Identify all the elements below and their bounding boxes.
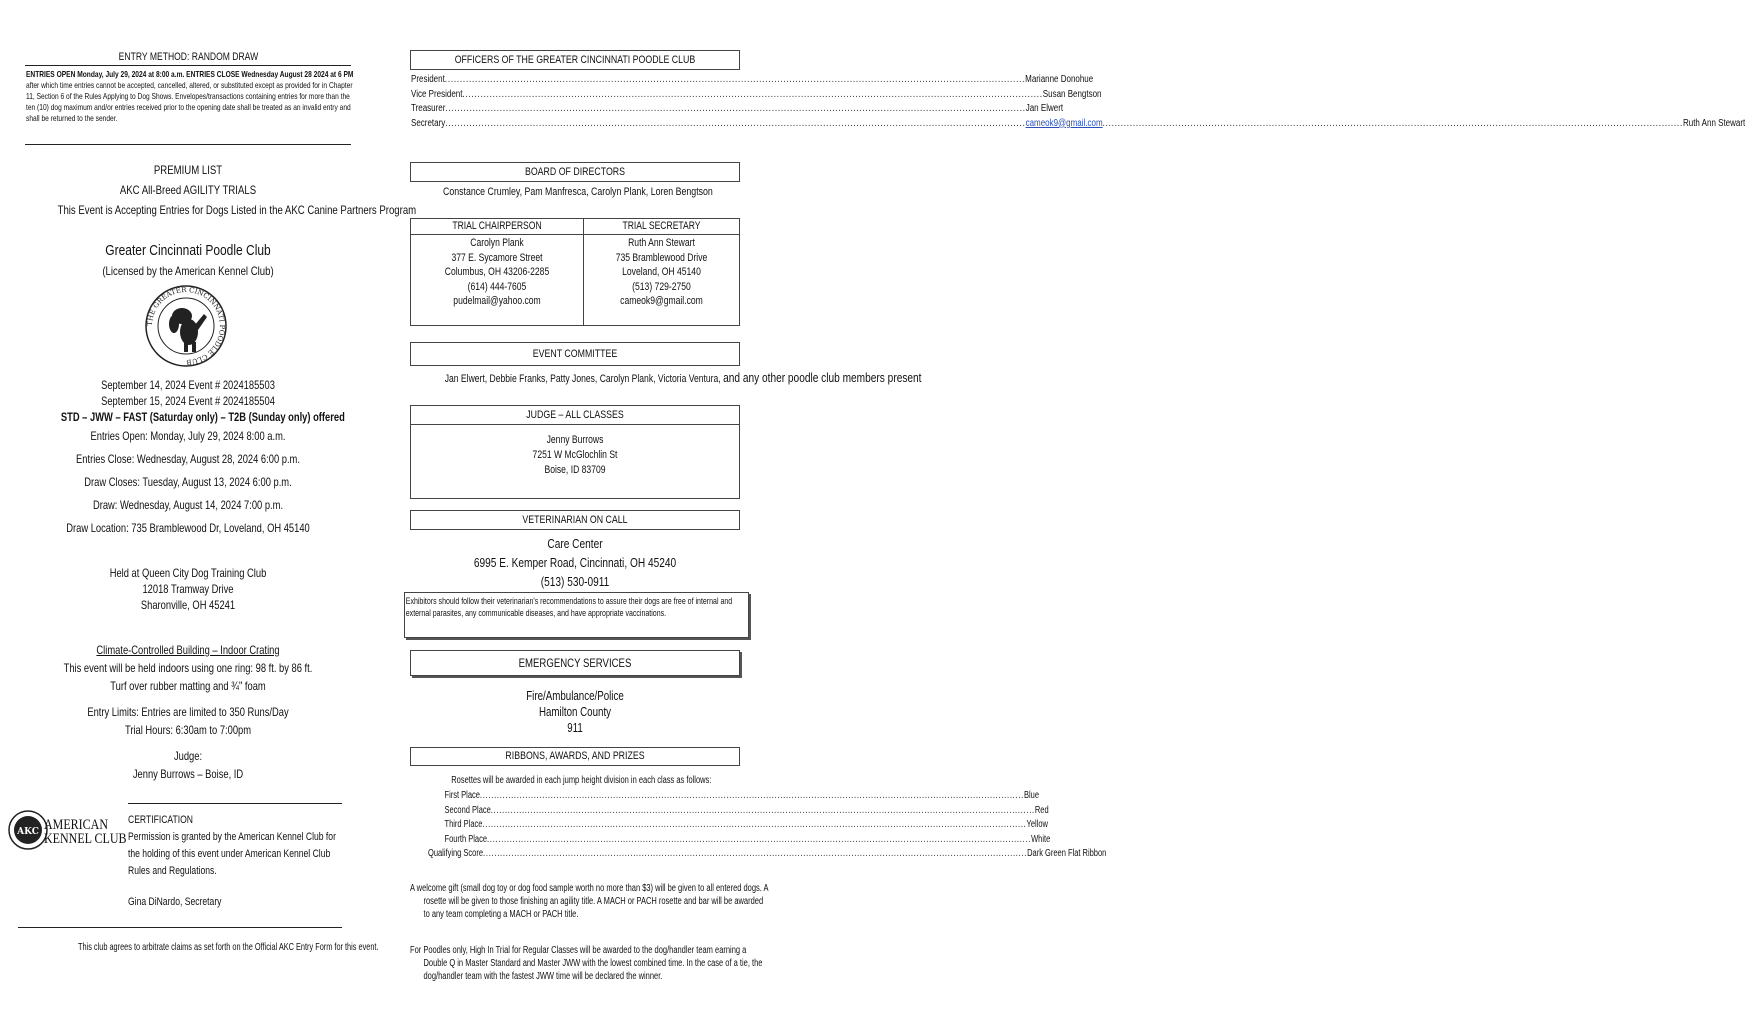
welcome-gift-text: A welcome gift (small dog toy or dog food sample worth no more than $3) will be given to all entered dogs. A rosette will be given to those finishing an agility title. A MACH or PACH rosette and bar will be awarded to any team completing a MACH or PACH title. [410, 883, 769, 920]
emergency-line-1: Hamilton County [538, 705, 612, 719]
secretary-email-link[interactable]: cameok9@gmail.com [1025, 117, 1103, 129]
entries-close: Entries Close: Wednesday, August 28, 2024 6:00 p.m. [76, 452, 300, 466]
chair-line-0: Carolyn Plank [470, 237, 524, 249]
akc-logo-line2: KENNEL CLUB [44, 831, 127, 847]
venue-address-1: 12018 Tramway Drive [142, 582, 234, 596]
trial-hours: Trial Hours: 6:30am to 7:00pm [124, 723, 252, 737]
entry-limits: Entry Limits: Entries are limited to 350 Runs/Day [87, 705, 289, 719]
draw-location: Draw Location: 735 Bramblewood Dr, Loveland, OH 45140 [66, 521, 310, 535]
officer-row-president: President ..... Marianne Donohue [411, 74, 711, 87]
place-row-fourth: Fourth Place ..... White [428, 834, 710, 847]
chair-email[interactable]: pudelmail@yahoo.com [453, 295, 541, 307]
judge-line-2: Boise, ID 83709 [544, 464, 606, 476]
arbitrate-block [78, 941, 438, 954]
chair-line-2: Columbus, OH 43206-2285 [444, 266, 550, 278]
judge-name: Jenny Burrows – Boise, ID [132, 767, 244, 781]
board-header: BOARD OF DIRECTORS [410, 162, 740, 182]
accepting-text: This Event is Accepting Entries for Dogs Listed in the AKC Canine Partners Program [57, 203, 417, 217]
classes-offered: STD – JWW – FAST (Saturday only) – T2B (Sunday only) offered [60, 410, 345, 424]
officer-row-secretary: Secretary ..... cameok9@gmail.com ..... Ruth Ann Stewart [411, 118, 711, 131]
trial-chair-header: TRIAL CHAIRPERSON [452, 220, 542, 232]
emergency-line-2: 911 [567, 721, 583, 735]
turf-text: Turf over rubber matting and ¾" foam [110, 679, 266, 693]
akc-logo [8, 806, 127, 868]
akc-logo-line1: AMERICAN [44, 817, 109, 833]
akc-mark-text: AKC [17, 827, 39, 837]
club-block [25, 242, 351, 278]
vet-line-1: 6995 E. Kemper Road, Cincinnati, OH 45240 [473, 555, 677, 570]
event-2: September 15, 2024 Event # 2024185504 [101, 394, 275, 408]
place-row-third: Third Place ..... Yellow [428, 819, 710, 832]
welcome-gift-block [410, 882, 769, 921]
cert-text: Permission is granted by the American Kennel Club for the holding of this event under American Kennel Club Rules and Regulations. [128, 831, 336, 877]
committee-tail: and any other poodle club members present [723, 370, 922, 385]
secretary-line-2: Loveland, OH 45140 [622, 266, 701, 278]
officers-header: OFFICERS OF THE GREATER CINCINNATI POODLE CLUB [410, 50, 740, 70]
akc-seal-icon [8, 810, 48, 850]
judge-label: Judge: [173, 749, 203, 763]
chair-line-3: (614) 444-7605 [467, 280, 527, 293]
chair-line-1: 377 E. Sycamore Street [451, 251, 543, 264]
secretary-line-3: (513) 729-2750 [632, 280, 691, 293]
seal-text: THE GREATER CINCINNATI POODLE CLUB [145, 285, 227, 367]
emergency-line-0: Fire/Ambulance/Police [526, 689, 624, 703]
licensed-text: (Licensed by the American Kennel Club) [102, 264, 274, 278]
club-name: Greater Cincinnati Poodle Club [105, 242, 271, 259]
cert-title: CERTIFICATION [128, 814, 193, 826]
entry-method-heading: ENTRY METHOD: RANDOM DRAW [118, 51, 258, 63]
trial-chair-column [411, 219, 583, 309]
vet-note-box [404, 592, 749, 638]
vet-info [410, 534, 740, 591]
cert-top-rule [128, 803, 342, 804]
ribbons-header: RIBBONS, AWARDS, AND PRIZES [410, 747, 740, 766]
judge-line-0: Jenny Burrows [546, 434, 604, 446]
secretary-email[interactable]: cameok9@gmail.com [620, 295, 703, 307]
secretary-line-1: 735 Bramblewood Drive [615, 251, 708, 264]
climate-heading: Climate-Controlled Building – Indoor Crating [96, 643, 280, 657]
committee-header: EVENT COMMITTEE [410, 342, 740, 366]
trial-secretary-column [584, 219, 739, 309]
event-details [25, 377, 351, 536]
premium-list: PREMIUM LIST [153, 163, 223, 177]
committee-members: Jan Elwert, Debbie Franks, Patty Jones, Carolyn Plank, Victoria Ventura, and any other poodle club members present [444, 370, 922, 385]
entry-method-rule [25, 65, 351, 66]
entries-open: Entries Open: Monday, July 29, 2024 8:00 a.m. [90, 429, 286, 443]
event-1: September 14, 2024 Event # 2024185503 [101, 378, 275, 392]
certification-block [128, 812, 358, 911]
emergency-info [410, 688, 740, 736]
board-members: Constance Crumley, Pam Manfresca, Carolyn Plank, Loren Bengtson [443, 186, 713, 198]
poodles-only-text: For Poodles only, High In Trial for Regular Classes will be awarded to the dog/handler team earning a Double Q in Master Standard and Master JWW with the lowest combined time. In the case of a tie, the dog/handler team with the fastest JWW time will be declared the winner. [410, 945, 763, 982]
premium-header [25, 163, 417, 218]
poodle-seal-icon [144, 284, 228, 368]
venue-block [25, 565, 351, 613]
secretary-line-0: Ruth Ann Stewart [628, 237, 695, 249]
ring-text: This event will be held indoors using one ring: 98 ft. by 86 ft. [63, 661, 313, 675]
entries-rule [25, 144, 351, 145]
cert-signer: Gina DiNardo, Secretary [128, 896, 222, 908]
poodles-only-block [410, 944, 763, 983]
judge-header: JUDGE – ALL CLASSES [411, 406, 739, 425]
place-row-first: First Place ..... Blue [428, 790, 710, 803]
entries-text: after which time entries cannot be accepted, cancelled, altered, or substituted except as provided for in Chapter 11, Section 6 of the Rules Applying to Dog Shows. Envelopes/transactions containing entries for more than the ten (10) dog maximum and/or entries received prior to the opening date shall be treated as an invalid entry and shall be returned to the sender. [26, 80, 353, 123]
arbitrate-text: This club agrees to arbitrate claims as set forth on the Official AKC Entry Form for this event. [78, 941, 379, 953]
entries-bold: ENTRIES OPEN Monday, July 29, 2024 at 8:00 a.m. ENTRIES CLOSE Wednesday August 28 2024 at 6 PM [26, 69, 354, 79]
rosettes-text: Rosettes will be awarded in each jump height division in each class as follows: [451, 775, 712, 786]
draw-closes: Draw Closes: Tuesday, August 13, 2024 6:00 p.m. [84, 475, 292, 489]
officer-row-vice-president: Vice President ..... Susan Bengtson [411, 89, 711, 102]
vet-header: VETERINARIAN ON CALL [410, 510, 740, 530]
place-row-second: Second Place ..... Red [428, 805, 710, 818]
entries-paragraph [26, 69, 446, 124]
officer-row-treasurer: Treasurer ..... Jan Elwert [411, 103, 711, 116]
draw-date: Draw: Wednesday, August 14, 2024 7:00 p.m. [92, 498, 284, 512]
venue-address-2: Sharonville, OH 45241 [140, 598, 236, 612]
placements-list [428, 790, 1107, 861]
akc-trials: AKC All-Breed AGILITY TRIALS [119, 183, 257, 197]
trial-officials-table [410, 218, 740, 326]
place-row-qualifying: Qualifying Score ..... Dark Green Flat Ribbon [428, 848, 710, 861]
judge-box [410, 405, 740, 499]
judge-line-1: 7251 W McGlochlin St [532, 449, 618, 461]
climate-block [25, 642, 351, 782]
officers-list [411, 74, 1745, 130]
vet-note: Exhibitors should follow their veterinarian's recommendations to assure their dogs are free of internal and external parasites, any communicable diseases, and have appropriate vaccinations. [405, 596, 733, 618]
emergency-header: EMERGENCY SERVICES [410, 650, 740, 676]
cert-bottom-rule [18, 927, 342, 928]
club-seal-logo [144, 284, 228, 368]
vet-line-2: (513) 530-0911 [540, 574, 610, 589]
held-at: Held at Queen City Dog Training Club [109, 566, 267, 580]
vet-line-0: Care Center [547, 536, 603, 551]
trial-secretary-header: TRIAL SECRETARY [622, 220, 701, 232]
